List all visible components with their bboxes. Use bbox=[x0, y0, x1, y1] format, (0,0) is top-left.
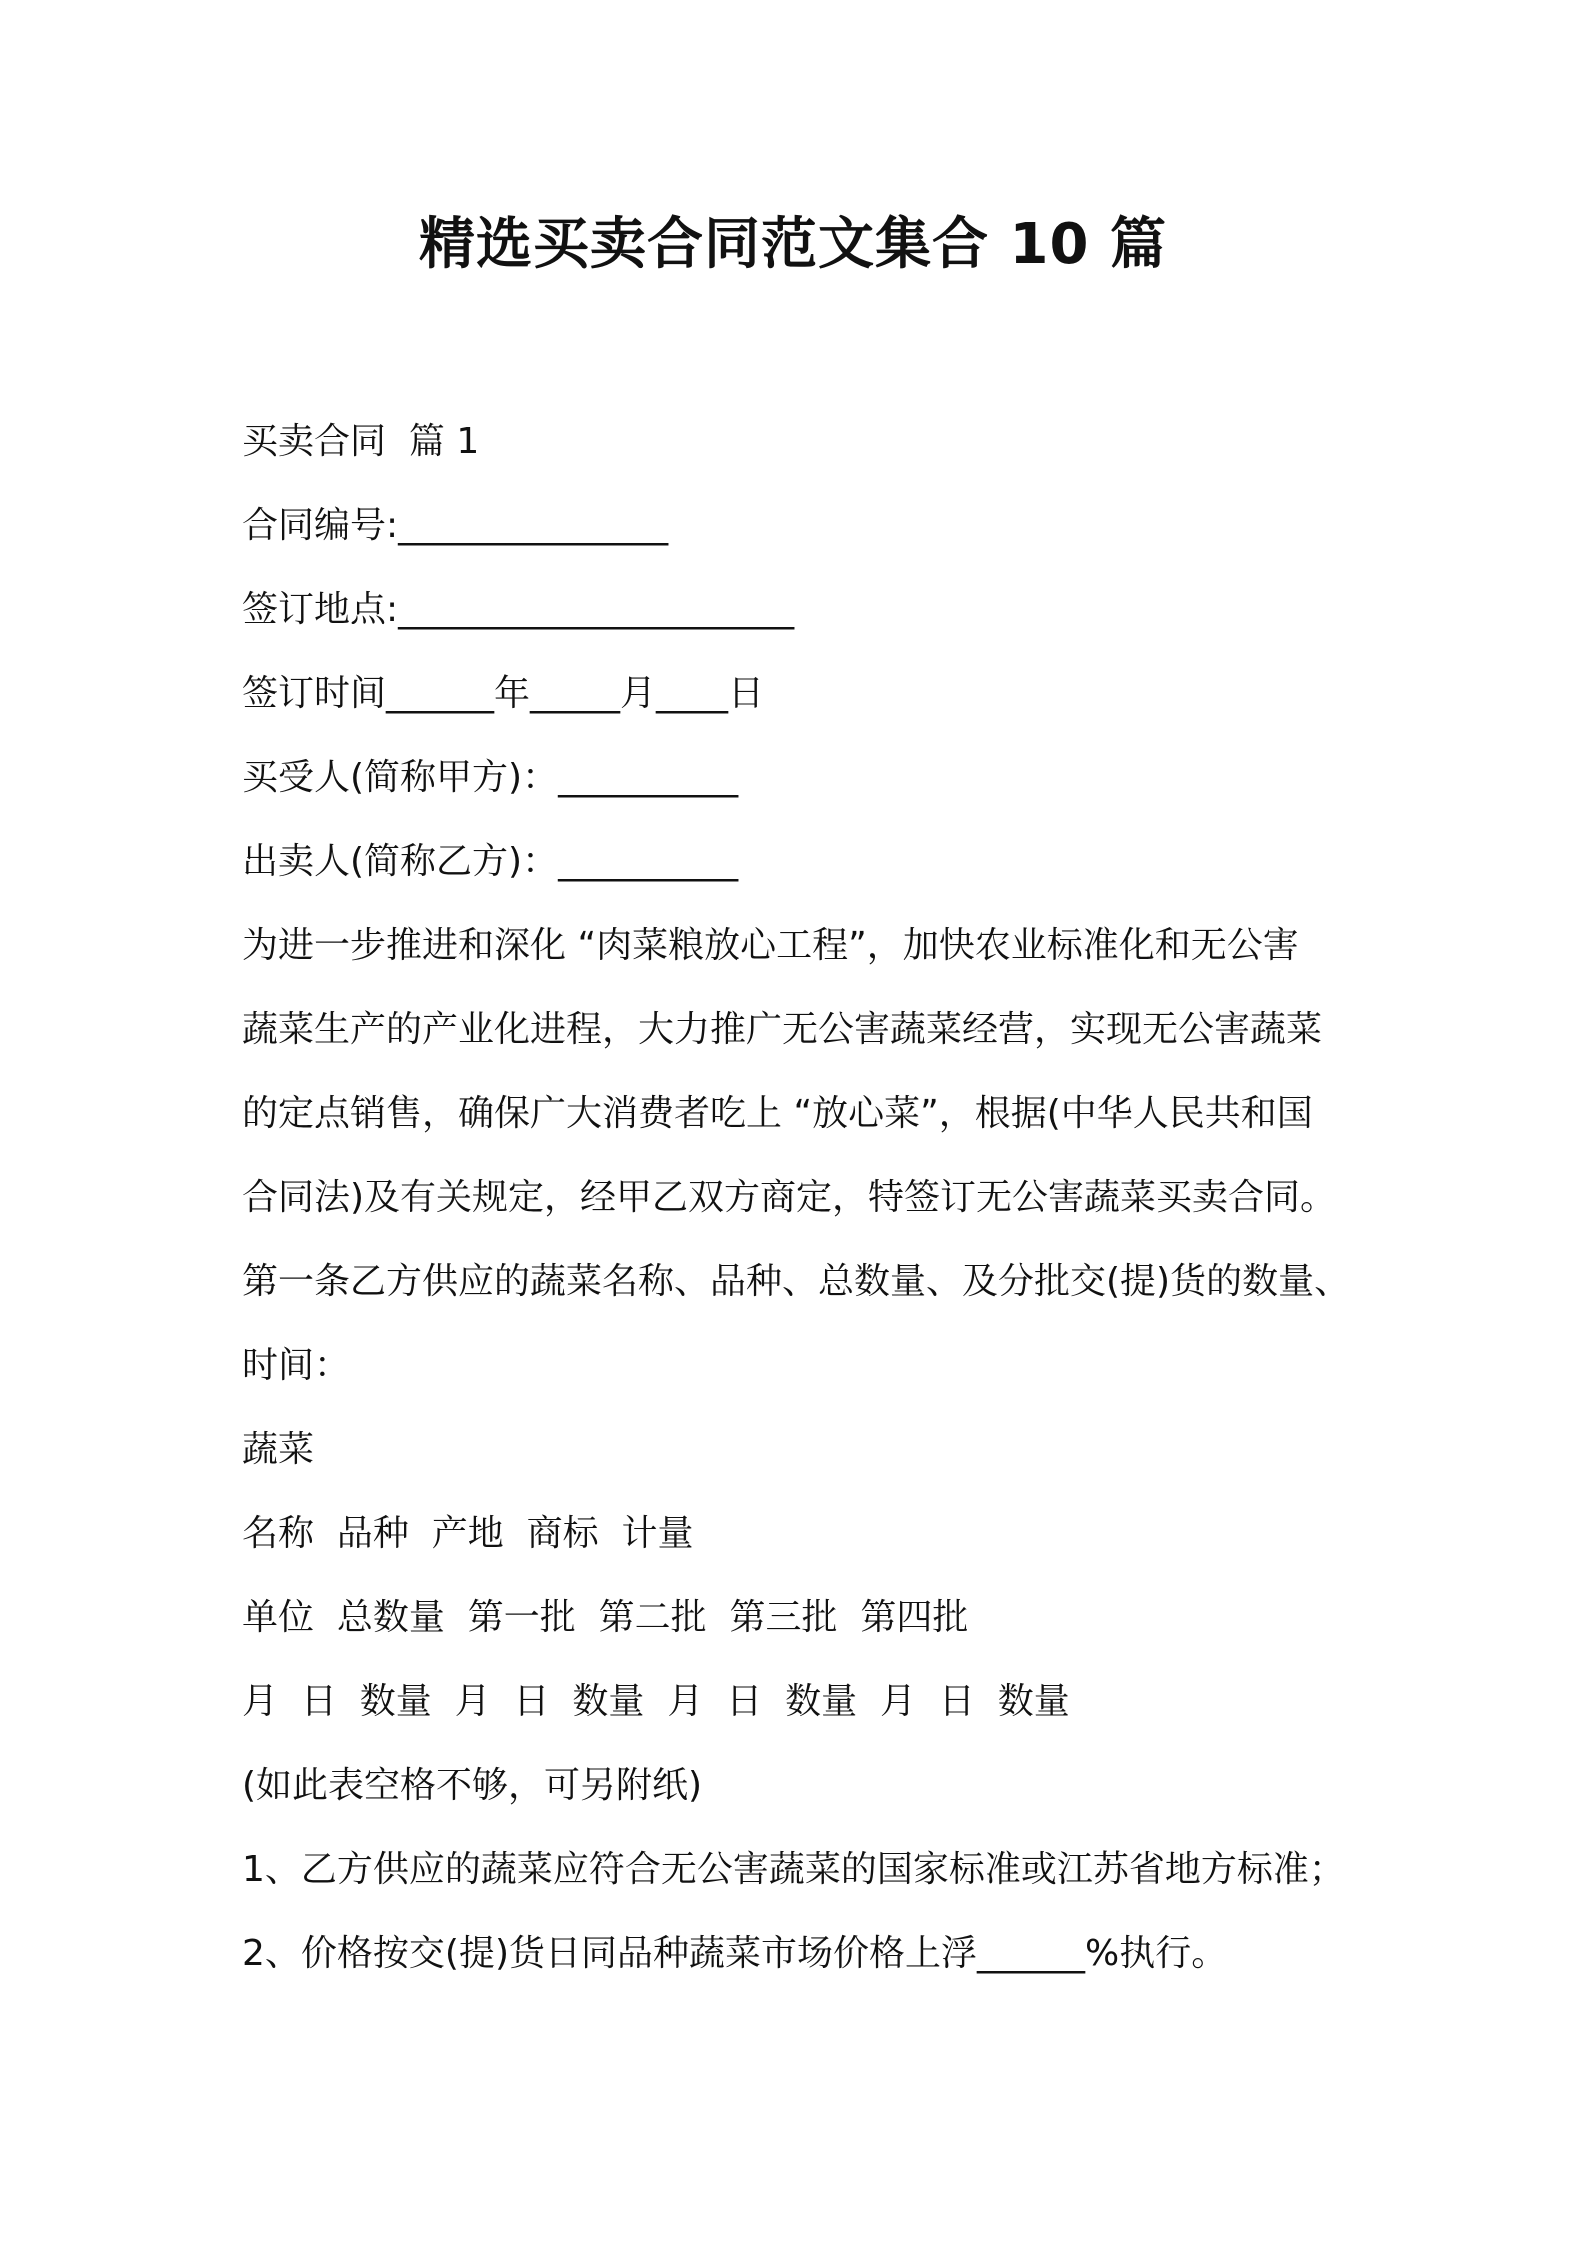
article-line: 时间： bbox=[242, 1345, 351, 1386]
document-body bbox=[242, 400, 1372, 1996]
signing-date-line: 签订时间______年_____月____日 bbox=[242, 673, 765, 714]
contract-number-line: 合同编号:_______________ bbox=[242, 505, 669, 546]
table-text-line: 月 日 数量 月 日 数量 月 日 数量 月 日 数量 bbox=[242, 1681, 1070, 1722]
table-text-line: 单位 总数量 第一批 第二批 第三批 第四批 bbox=[242, 1597, 969, 1638]
paragraph-line: 的定点销售，确保广大消费者吃上 “放心菜”，根据(中华人民共和国 bbox=[242, 1093, 1313, 1134]
signing-place-line: 签订地点:______________________ bbox=[242, 589, 795, 630]
seller-line: 出卖人(简称乙方)：__________ bbox=[242, 841, 739, 882]
clause-line: 1、乙方供应的蔬菜应符合无公害蔬菜的国家标准或江苏省地方标准； bbox=[242, 1849, 1345, 1890]
table-note-line: (如此表空格不够，可另附纸) bbox=[242, 1765, 703, 1806]
buyer-line: 买受人(简称甲方)：__________ bbox=[242, 757, 739, 798]
paragraph-line: 为进一步推进和深化 “肉菜粮放心工程”，加快农业标准化和无公害 bbox=[242, 925, 1299, 966]
table-text-line: 蔬菜 bbox=[242, 1429, 315, 1470]
document-title: 精选买卖合同范文集合 10 篇 bbox=[419, 212, 1167, 277]
article-line: 第一条乙方供应的蔬菜名称、品种、总数量、及分批交(提)货的数量、 bbox=[242, 1261, 1351, 1302]
section-heading: 买卖合同 篇 1 bbox=[242, 421, 480, 462]
paragraph-line: 合同法)及有关规定，经甲乙双方商定，特签订无公害蔬菜买卖合同。 bbox=[242, 1177, 1337, 1218]
table-text-line: 名称 品种 产地 商标 计量 bbox=[242, 1513, 694, 1554]
paragraph-line: 蔬菜生产的产业化进程，大力推广无公害蔬菜经营，实现无公害蔬菜 bbox=[242, 1009, 1323, 1050]
clause-line: 2、价格按交(提)货日同品种蔬菜市场价格上浮______%执行。 bbox=[242, 1933, 1228, 1974]
